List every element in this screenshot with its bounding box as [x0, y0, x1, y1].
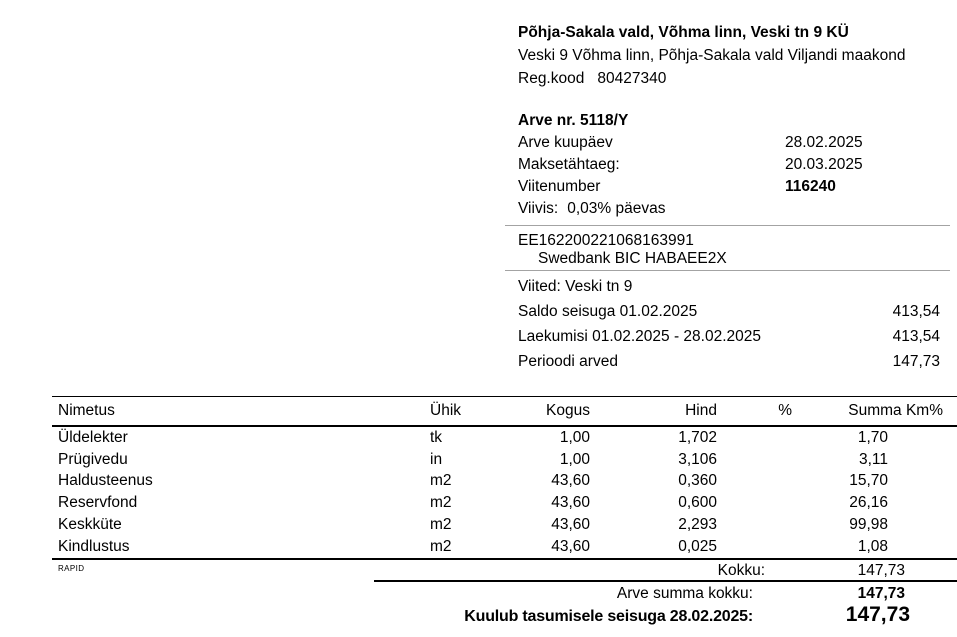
cell-pct [717, 536, 792, 559]
cell-price: 3,106 [678, 450, 717, 468]
company-address: Veski 9 Võhma linn, Põhja-Sakala vald Viljandi maakond [518, 47, 906, 64]
cell-pct [717, 449, 792, 471]
reg-code-value: 80427340 [597, 70, 667, 87]
cell-price: 2,293 [678, 516, 717, 534]
invoice-date-value: 28.02.2025 [785, 134, 863, 151]
cell-name: Kindlustus [58, 537, 130, 555]
separator-line-top [505, 225, 950, 226]
cell-sum: 99,98 [849, 516, 888, 534]
late-fee-value: 0,03% päevas [567, 200, 666, 217]
balance-row-label: Saldo seisuga 01.02.2025 [518, 303, 698, 320]
cell-price: 1,702 [678, 428, 717, 446]
cell-sum: 26,16 [849, 494, 888, 512]
reference-number-label: Viitenumber [518, 178, 601, 195]
cell-pct [717, 514, 792, 536]
cell-qty: 43,60 [551, 516, 590, 534]
cell-unit: tk [430, 428, 443, 446]
kokku-label: Kokku: [717, 562, 765, 579]
cell-name: Reservfond [58, 494, 138, 512]
cell-price: 0,360 [678, 472, 717, 490]
header-sum: Summa Km% [792, 397, 957, 427]
table-row [52, 471, 957, 493]
due-date-label: Maksetähtaeg: [518, 156, 620, 173]
cell-price: 0,025 [678, 537, 717, 555]
balance-row-label: Laekumisi 01.02.2025 - 28.02.2025 [518, 328, 762, 345]
header-qty: Kogus [492, 397, 590, 427]
reg-code-label: Reg.kood [518, 70, 585, 87]
cell-unit: m2 [430, 472, 452, 490]
reference-number-value: 116240 [785, 178, 836, 195]
table-row [52, 426, 957, 449]
table-header-row [52, 397, 957, 427]
cell-sum: 1,70 [857, 428, 888, 446]
due-date-value: 20.03.2025 [785, 156, 863, 173]
invoice-total-value: 147,73 [857, 585, 905, 602]
software-tag: RAPID [58, 564, 85, 573]
separator-line-bottom [505, 270, 950, 271]
cell-pct [717, 471, 792, 493]
header-unit: Ühik [420, 397, 492, 427]
totals-divider-line [374, 580, 957, 582]
invoice-number: Arve nr. 5118/Y [518, 112, 629, 129]
cell-pct [717, 492, 792, 514]
cell-unit: m2 [430, 516, 452, 534]
invoice-total-label: Arve summa kokku: [616, 585, 753, 602]
cell-unit: m2 [430, 537, 452, 555]
cell-pct [717, 426, 792, 449]
cell-name: Haldusteenus [58, 472, 153, 490]
cell-qty: 43,60 [551, 494, 590, 512]
table-row [52, 536, 957, 559]
balance-row-value: 413,54 [892, 303, 940, 320]
cell-sum: 15,70 [849, 472, 888, 490]
charges-table [52, 396, 957, 560]
table-row [52, 514, 957, 536]
cell-unit: in [430, 450, 443, 468]
late-fee-line [518, 200, 665, 218]
cell-qty: 1,00 [559, 428, 590, 446]
cell-qty: 43,60 [551, 537, 590, 555]
kokku-value: 147,73 [857, 562, 905, 579]
bank-bic-line: Swedbank BIC HABAEE2X [538, 250, 727, 267]
references-line: Viited: Veski tn 9 [518, 278, 633, 295]
cell-sum: 3,11 [858, 450, 888, 468]
header-pct: % [717, 397, 792, 427]
cell-price: 0,600 [678, 494, 717, 512]
balance-row-value: 413,54 [892, 328, 940, 345]
cell-sum: 1,08 [857, 537, 888, 555]
header-name: Nimetus [52, 397, 420, 427]
cell-name: Keskküte [58, 516, 122, 534]
cell-unit: m2 [430, 494, 452, 512]
balance-row-label: Perioodi arved [518, 353, 618, 370]
due-total-value: 147,73 [845, 603, 910, 626]
due-total-label: Kuulub tasumisele seisuga 28.02.2025: [464, 608, 753, 625]
cell-name: Üldelekter [58, 428, 128, 446]
late-fee-label: Viivis: [518, 200, 559, 217]
bank-iban: EE162200221068163991 [518, 232, 694, 249]
table-row [52, 492, 957, 514]
balance-row-value: 147,73 [892, 353, 940, 370]
table-row [52, 449, 957, 471]
cell-qty: 43,60 [551, 472, 590, 490]
company-reg-line [518, 70, 666, 88]
cell-name: Prügivedu [58, 450, 128, 468]
company-name: Põhja-Sakala vald, Võhma linn, Veski tn 9 KÜ [518, 24, 849, 41]
invoice-date-label: Arve kuupäev [518, 134, 613, 151]
cell-qty: 1,00 [559, 450, 590, 468]
header-price: Hind [590, 397, 717, 427]
